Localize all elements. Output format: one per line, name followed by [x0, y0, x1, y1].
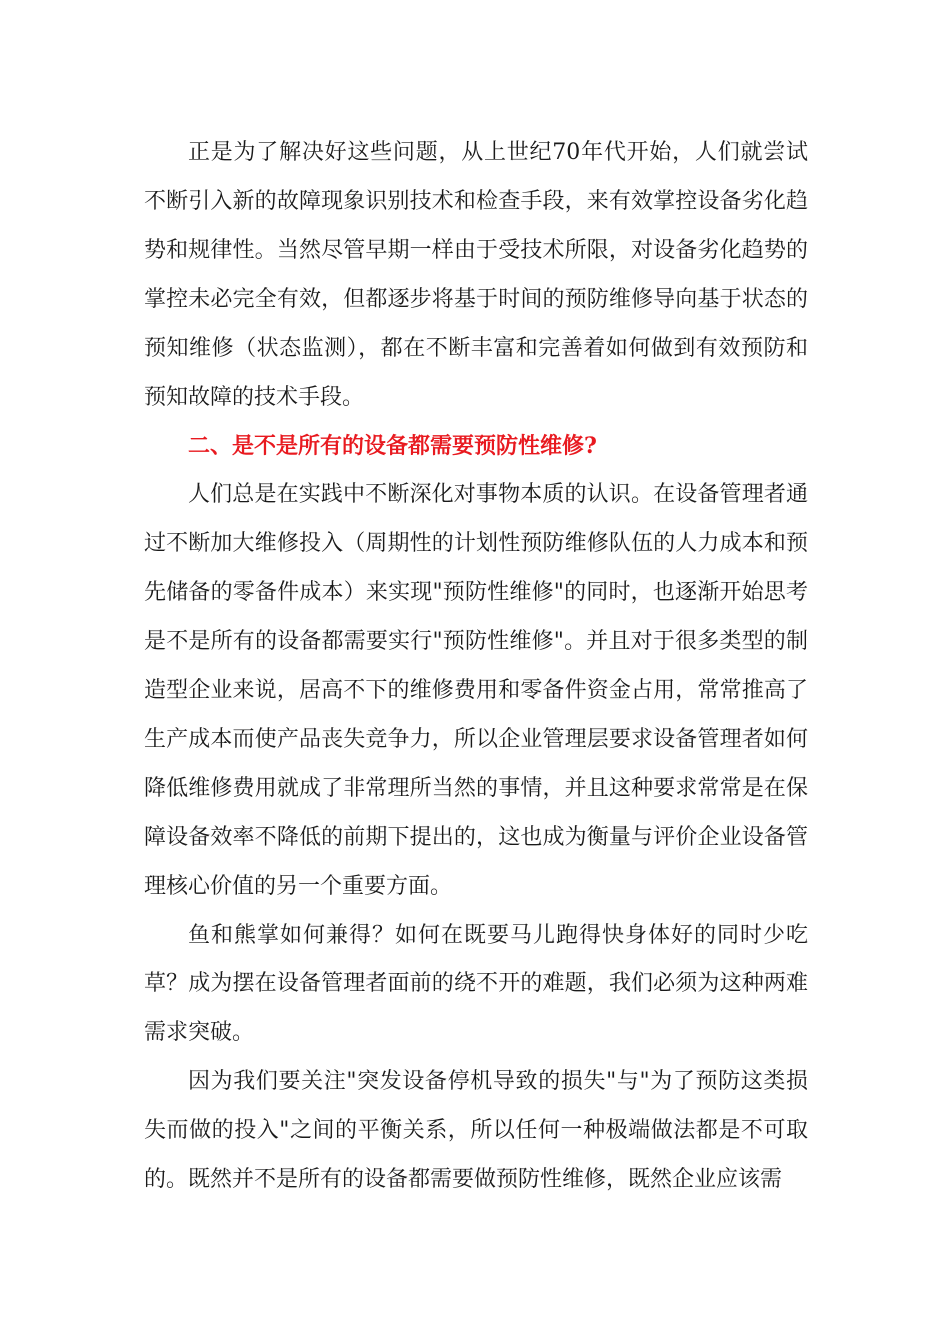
paragraph-practice: 人们总是在实践中不断深化对事物本质的认识。在设备管理者通过不断加大维修投入（周期性的计划性预防维修队伍的人力成本和预先储备的零备件成本）来实现"预防性维修"的同时，也逐渐开始思考是不是所有的设备都需要实行"预防性维修"。并且对于很多类型的制造型企业来说，居高不下的维修费用和零备件资金占用，常常推高了生产成本而使产品丧失竞争力，所以企业管理层要求设备管理者如何降低维修费用就成了非常理所当然的事情，并且这种要求常常是在保障设备效率不降低的前期下提出的，这也成为衡量与评价企业设备管理核心价值的另一个重要方面。 [144, 482, 808, 899]
document-body [144, 129, 808, 1205]
paragraph-balance: 因为我们要关注"突发设备停机导致的损失"与"为了预防这类损失而做的投入"之间的平衡关系，所以任何一种极端做法都是不可取的。既然并不是所有的设备都需要做预防性维修，既然企业应该需 [144, 1069, 808, 1193]
paragraph-intro: 正是为了解决好这些问题，从上世纪70年代开始，人们就尝试不断引入新的故障现象识别技术和检查手段，来有效掌控设备劣化趋势和规律性。当然尽管早期一样由于受技术所限，对设备劣化趋势的掌控未必完全有效，但都逐步将基于时间的预防维修导向基于状态的预知维修（状态监测），都在不断丰富和完善着如何做到有效预防和预知故障的技术手段。 [144, 140, 808, 410]
section-heading: 二、是不是所有的设备都需要预防性维修? [188, 433, 597, 460]
paragraph-dilemma: 鱼和熊掌如何兼得？如何在既要马儿跑得快身体好的同时少吃草？成为摆在设备管理者面前的绕不开的难题，我们必须为这种两难需求突破。 [144, 922, 808, 1046]
